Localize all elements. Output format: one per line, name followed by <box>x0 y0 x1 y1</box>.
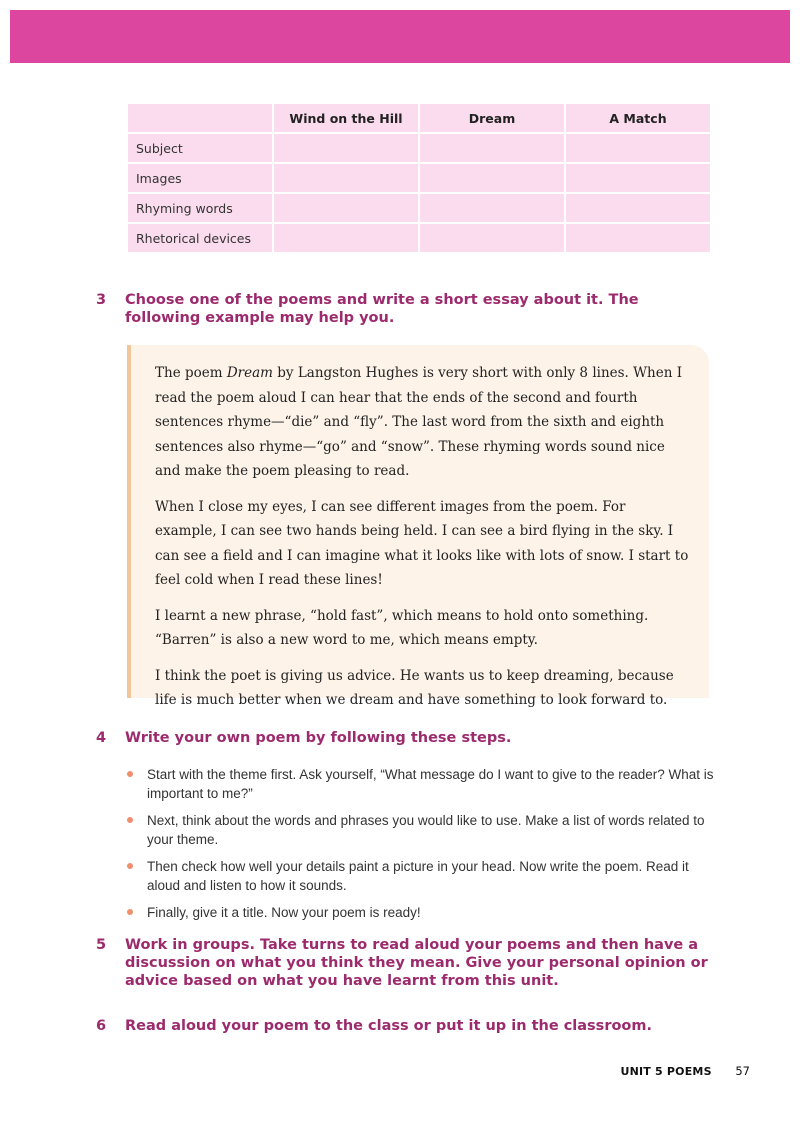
step-text: Then check how well your details paint a picture in your head. Now write the poem. Read it aloud and listen to how it sounds. <box>147 859 689 893</box>
step-text: Start with the theme first. Ask yourself, “What message do I want to give to the reader? What is important to me?” <box>147 767 714 801</box>
unit-label: UNIT 5 POEMS <box>620 1065 712 1078</box>
row-label: Rhetorical devices <box>127 223 273 253</box>
row-label: Rhyming words <box>127 193 273 223</box>
essay-paragraph: I learnt a new phrase, “hold fast”, which means to hold onto something. “Barren” is also a new word to me, which means empty. <box>155 607 649 648</box>
question-text: Read aloud your poem to the class or put it up in the classroom. <box>125 1018 653 1034</box>
essay-paragraph: When I close my eyes, I can see different images from the poem. For example, I can see two hands being held. I can see a bird flying in the sky. I can see a field and I can imagine what it looks like with lots of snow. I start to feel cold when I read these lines! <box>155 498 689 588</box>
table-row <box>127 163 711 193</box>
list-item <box>125 857 715 895</box>
step-text: Finally, give it a title. Now your poem is ready! <box>147 905 421 920</box>
list-item <box>125 903 715 922</box>
poem-title: Dream <box>226 365 273 381</box>
page-footer <box>620 1064 750 1078</box>
table-cell[interactable] <box>273 193 419 223</box>
table-cell[interactable] <box>565 193 711 223</box>
question-number: 3 <box>96 292 107 308</box>
bullet-icon <box>127 863 133 869</box>
question-text: Choose one of the poems and write a short essay about it. The following example may help you. <box>125 292 639 326</box>
table-row <box>127 223 711 253</box>
table-row <box>127 193 711 223</box>
table-cell[interactable] <box>273 133 419 163</box>
essay-text: The poem <box>155 365 227 381</box>
table-cell[interactable] <box>565 163 711 193</box>
table-cell[interactable] <box>273 223 419 253</box>
question-number: 6 <box>96 1018 107 1034</box>
poem-comparison-table <box>126 102 712 254</box>
table-cell[interactable] <box>273 163 419 193</box>
question-number: 4 <box>96 730 107 746</box>
table-header-cell: Dream <box>419 103 565 133</box>
page-number: 57 <box>735 1064 750 1078</box>
row-label: Images <box>127 163 273 193</box>
example-essay-box <box>127 345 709 708</box>
table-header-cell: Wind on the Hill <box>273 103 419 133</box>
bullet-icon <box>127 771 133 777</box>
bullet-icon <box>127 817 133 823</box>
table-header-row <box>127 103 711 133</box>
list-item <box>125 811 715 849</box>
table-cell[interactable] <box>565 133 711 163</box>
table-cell[interactable] <box>565 223 711 253</box>
table-cell[interactable] <box>419 223 565 253</box>
question-number: 5 <box>96 937 107 953</box>
essay-paragraph <box>155 361 691 484</box>
table-header-cell <box>127 103 273 133</box>
step-text: Next, think about the words and phrases you would like to use. Make a list of words related to your theme. <box>147 813 705 847</box>
bullet-icon <box>127 909 133 915</box>
list-item <box>125 765 715 803</box>
question-text: Work in groups. Take turns to read aloud your poems and then have a discussion on what you think they mean. Give your personal opinion or advice based on what you have learnt from this unit. <box>125 937 708 989</box>
question-text: Write your own poem by following these steps. <box>125 730 512 746</box>
header-banner <box>10 10 790 63</box>
table-row <box>127 133 711 163</box>
table-header-cell: A Match <box>565 103 711 133</box>
row-label: Subject <box>127 133 273 163</box>
table-cell[interactable] <box>419 133 565 163</box>
table-cell[interactable] <box>419 193 565 223</box>
essay-paragraph: I think the poet is giving us advice. He wants us to keep dreaming, because life is much better when we dream and have something to look forward to. <box>155 667 674 708</box>
essay-text: by Langston Hughes is very short with only 8 lines. When I read the poem aloud I can hear that the ends of the second and fourth sentences rhyme—“die” and “fly”. The last word from the sixth and eighth sentences also rhyme—“go” and “snow”. These rhyming words sound nice and make the poem pleasing to read. <box>155 365 683 479</box>
steps-list <box>125 765 715 930</box>
table-cell[interactable] <box>419 163 565 193</box>
